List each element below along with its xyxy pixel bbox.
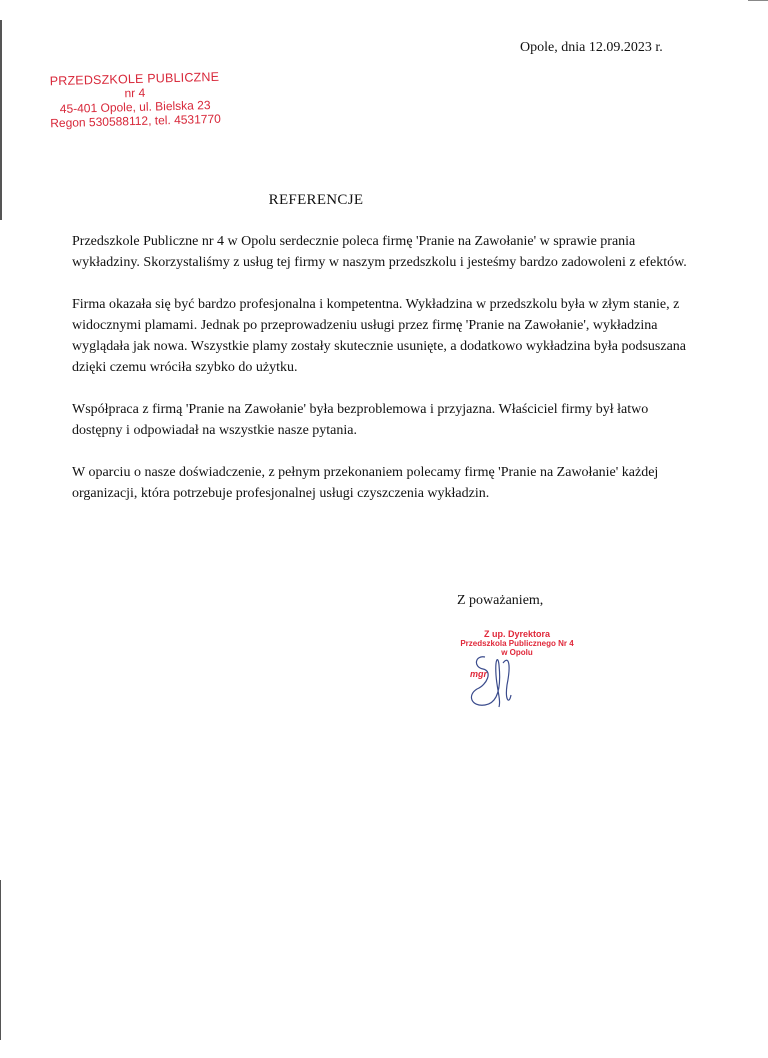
paragraph: Firma okazała się być bardzo profesjonalna i kompetentna. Wykładzina w przedszkolu była w złym stanie, z widocznymi plamami. Jednak po przeprowadzeniu usługi przez firmę 'Pranie na Zawołanie', wykładzina wyglądała jak nowa. Wszystkie plamy zostały skutecznie usunięte, a dodatkowo wykładzina była podsuszana dzięki czemu wróciła szybko do użytku.	[72, 297, 687, 375]
signature-name: mgr	[470, 669, 488, 679]
stamp-line: Regon 530588112, tel. 4531770	[50, 111, 222, 131]
handwritten-signature	[465, 645, 545, 710]
scan-edge-left	[0, 20, 2, 220]
signature-stamp-line: Z up. Dyrektora	[483, 629, 550, 639]
stamp-line: 45-401 Opole, ul. Bielska 23	[59, 98, 211, 116]
paragraph: Współpraca z firmą 'Pranie na Zawołanie' była bezproblemowa i przyjazna. Właściciel firmy był łatwo dostępny i odpowiadał na wszystkie nasze pytania.	[72, 402, 649, 438]
stamp-line: PRZEDSZKOLE PUBLICZNE	[49, 69, 220, 89]
signature-stamp-line: w Opolu	[501, 648, 533, 657]
stamp-line: nr 4	[124, 85, 146, 101]
closing-text: Z poważaniem,	[457, 593, 544, 608]
scan-edge-left-bottom	[0, 880, 1, 1040]
signature-stamp-line: Przedszkola Publicznego Nr 4	[460, 639, 574, 648]
document-body	[72, 231, 692, 525]
paragraph: Przedszkole Publiczne nr 4 w Opolu serdecznie poleca firmę 'Pranie na Zawołanie' w sprawie prania wykładziny. Skorzystaliśmy z usług tej firmy w naszym przedszkolu i jesteśmy bardzo zadowoleni z efektów.	[72, 234, 687, 270]
institution-stamp	[39, 70, 230, 131]
document-title: REFERENCJE	[268, 192, 364, 208]
document-date: Opole, dnia 12.09.2023 r.	[520, 40, 663, 55]
paragraph: W oparciu o nasze doświadczenie, z pełnym przekonaniem polecamy firmę 'Pranie na Zawołanie' każdej organizacji, która potrzebuje profesjonalnej usługi czyszczenia wykładzin.	[72, 465, 659, 501]
scan-edge-mark	[748, 0, 768, 1]
